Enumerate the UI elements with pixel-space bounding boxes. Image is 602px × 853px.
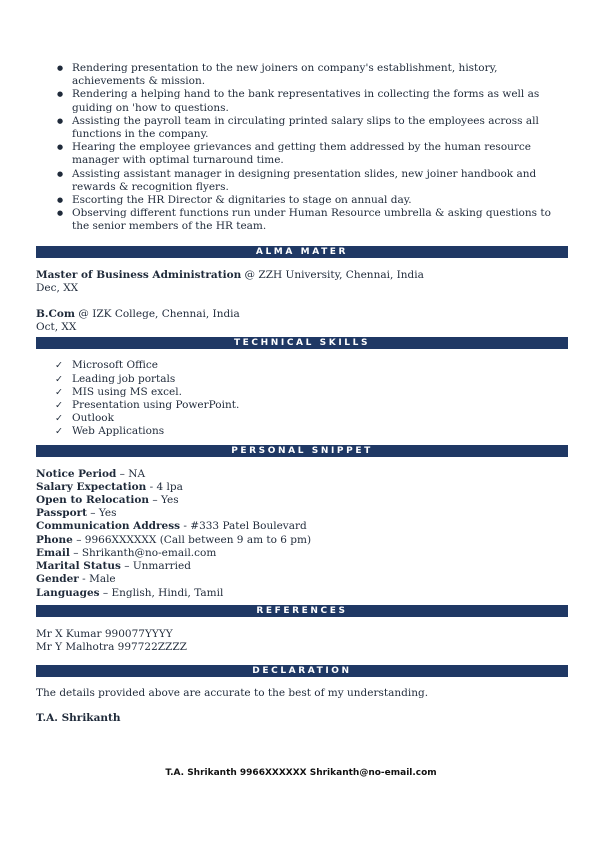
- salary-expectation: [36, 481, 568, 494]
- signature-name: T.A. Shrikanth: [36, 712, 121, 725]
- field-value: – NA: [116, 467, 146, 480]
- field-value: – Yes: [149, 494, 179, 507]
- field-value: – Unmarried: [120, 560, 191, 573]
- list-item: ● Rendering a helping hand to the bank representatives in collecting the forms as well as guiding on 'how to questions.: [72, 88, 568, 114]
- personal-snippet-heading: PERSONAL SNIPPET: [36, 445, 568, 457]
- skills-list: [36, 359, 568, 438]
- responsibilities-list: [36, 62, 568, 234]
- declaration-heading: DECLARATION: [36, 665, 568, 677]
- list-item: ✓ Web Applications: [72, 425, 568, 438]
- languages: [36, 587, 568, 600]
- field-label: Gender: [36, 573, 79, 586]
- passport: [36, 507, 568, 520]
- notice-period: [36, 468, 568, 481]
- field-label: Passport: [36, 507, 87, 520]
- degree-institution: @ ZZH University, Chennai, India: [241, 268, 424, 281]
- degree-institution: @ IZK College, Chennai, India: [75, 308, 240, 321]
- field-value: - #333 Patel Boulevard: [180, 520, 307, 533]
- list-item: ● Assisting assistant manager in designing presentation slides, new joiner handbook and rewards & recognition flyers.: [72, 168, 568, 194]
- degree-date: Dec, XX: [36, 281, 79, 294]
- open-to-relocation: [36, 494, 568, 507]
- phone: [36, 534, 568, 547]
- field-label: Notice Period: [36, 467, 117, 480]
- signature: [36, 712, 568, 725]
- technical-skills-heading: TECHNICAL SKILLS: [36, 337, 568, 349]
- communication-address: [36, 520, 568, 533]
- field-label: Email: [36, 546, 70, 559]
- gender: [36, 573, 568, 586]
- field-value: – Shrikanth@no-email.com: [69, 546, 217, 559]
- list-item: ● Rendering presentation to the new joiners on company's establishment, history, achievements & mission.: [72, 62, 568, 88]
- reference-item: Mr X Kumar 990077YYYY: [36, 627, 173, 640]
- degree-name: Master of Business Administration: [36, 268, 242, 281]
- list-item: ● Hearing the employee grievances and getting them addressed by the human resource manager with optimal turnaround time.: [72, 141, 568, 167]
- field-value: – Yes: [86, 507, 117, 520]
- degree-date: Oct, XX: [36, 321, 77, 334]
- list-item: ✓ MIS using MS excel.: [72, 386, 568, 399]
- field-value: - 4 lpa: [146, 480, 183, 493]
- field-label: Languages: [36, 586, 100, 599]
- resume-content: [36, 62, 568, 726]
- degree-name: B.Com: [36, 308, 76, 321]
- references-section: [36, 628, 568, 654]
- field-label: Communication Address: [36, 520, 181, 533]
- references-heading: REFERENCES: [36, 605, 568, 617]
- list-item: ● Escorting the HR Director & dignitaries to stage on annual day.: [72, 194, 568, 207]
- footer-contact: T.A. Shrikanth 9966XXXXXX Shrikanth@no-email.com: [165, 768, 437, 778]
- field-label: Open to Relocation: [36, 494, 150, 507]
- field-label: Marital Status: [36, 560, 121, 573]
- declaration-text: The details provided above are accurate to the best of my understanding.: [36, 687, 429, 700]
- field-value: – English, Hindi, Tamil: [99, 586, 224, 599]
- list-item: ● Assisting the payroll team in circulating printed salary slips to the employees across all functions in the company.: [72, 115, 568, 141]
- field-label: Salary Expectation: [36, 480, 147, 493]
- alma-mater-section: [36, 269, 568, 335]
- list-item: ✓ Presentation using PowerPoint.: [72, 399, 568, 412]
- list-item: ✓ Outlook: [72, 412, 568, 425]
- field-value: – 9966XXXXXX (Call between 9 am to 6 pm): [72, 533, 312, 546]
- list-item: ● Observing different functions run under Human Resource umbrella & asking questions to the senior members of the HR team.: [72, 207, 568, 233]
- degree-bcom: [36, 308, 568, 321]
- reference-item: Mr Y Malhotra 997722ZZZZ: [36, 640, 187, 653]
- email: [36, 547, 568, 560]
- field-value: - Male: [78, 573, 116, 586]
- degree-mba: [36, 269, 568, 282]
- field-label: Phone: [36, 533, 73, 546]
- list-item: ✓ Leading job portals: [72, 373, 568, 386]
- marital-status: [36, 560, 568, 573]
- alma-mater-heading: ALMA MATER: [36, 246, 568, 258]
- declaration-section: [36, 687, 568, 725]
- list-item: ✓ Microsoft Office: [72, 359, 568, 372]
- personal-snippet-section: [36, 468, 568, 600]
